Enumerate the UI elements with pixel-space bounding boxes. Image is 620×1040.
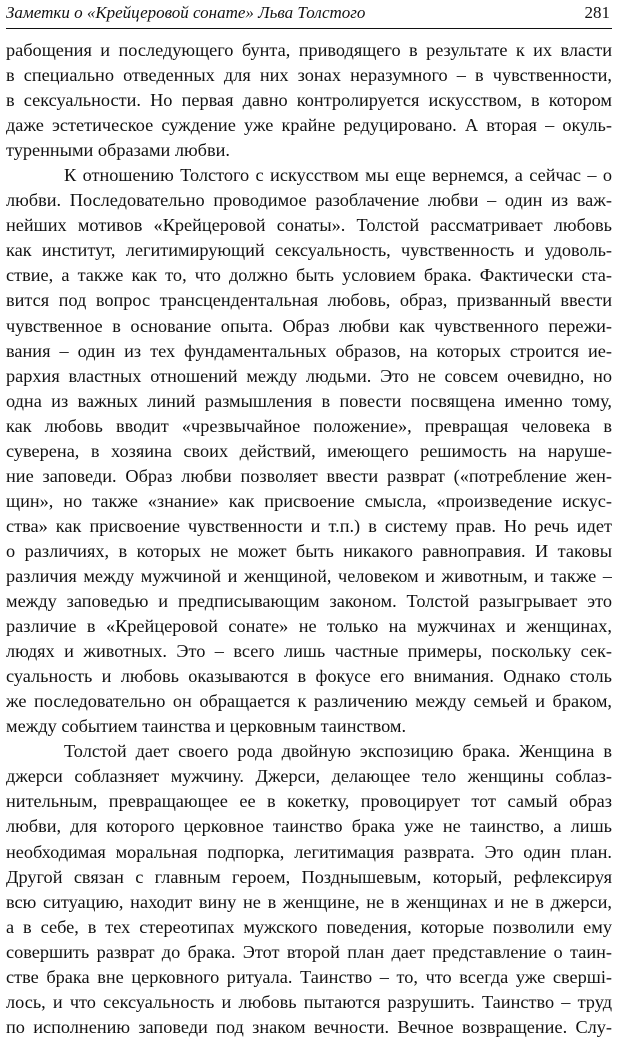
text-line: вания – один из тех фундаментальных образов, на которых строится ие-: [6, 340, 612, 361]
text-line: туренными образами любви.: [6, 140, 230, 161]
text-line: между событием таинства и церковным таинством.: [6, 716, 407, 737]
text-line: суальность и любовь оказываются в фокусе его внимания. Однако столь: [6, 666, 612, 687]
text-line: всю ситуацию, находит вину не в женщине, не в женщинах и не в джерси,: [6, 891, 612, 912]
text-line: различия между мужчиной и женщиной, человеком и животным, и также –: [6, 565, 612, 586]
text-line: даже эстетическое суждение уже крайне редуцировано. А вторая – окуль-: [6, 115, 612, 136]
page-number: 281: [584, 3, 610, 22]
text-line: ствие, а также как то, что должно быть условием брака. Фактически ста-: [6, 265, 612, 286]
text-line: лось, и что сексуальность и любовь пытаются разрушить. Таинство – труд: [6, 991, 612, 1012]
text-line: рабощения и последующего бунта, приводящего в результате к их власти: [6, 40, 612, 60]
text-line: различие в «Крейцеровой сонате» не только на мужчинах и женщинах,: [6, 616, 612, 637]
text-line: вится под вопрос трансцендентальная любовь, образ, призванный ввести: [6, 290, 612, 311]
text-line: между заповедью и предписывающим законом. Толстой разыгрывает это: [6, 591, 612, 612]
text-line: ние заповеди. Образ любви позволяет ввести разврат («потребление жен-: [6, 465, 612, 486]
text-line: суверена, в хозяина своих действий, имеющего решимость на наруше-: [6, 440, 612, 461]
text-line: в специально отведенных для них зонах неразумного – в чувственности,: [6, 65, 612, 86]
paragraph: [6, 163, 612, 739]
text-line: рархия властных отношений между людьми. Это не совсем очевидно, но: [6, 365, 612, 386]
text-line: нительным, превращающее ее в кокетку, провоцирует тот самый образ: [6, 791, 612, 812]
text-line: ства» как присвоение чувственности и т.п.) в систему прав. Но речь идет: [6, 515, 612, 536]
body-text: [6, 38, 612, 1040]
text-line: по исполнению заповеди под знаком вечности. Вечное возвращение. Слу-: [6, 1016, 612, 1037]
text-line: совершить разврат до брака. Этот второй план дает представление о таин-: [6, 941, 612, 962]
text-line: Толстой дает своего рода двойную экспозицию брака. Женщина в: [64, 741, 612, 762]
text-line: щин», но также «знание» как присвоение смысла, «произведение искус-: [6, 490, 612, 511]
text-line: джерси соблазняет мужчину. Джерси, делающее тело женщины соблаз-: [6, 766, 612, 787]
text-line: любви, для которого церковное таинство брака уже не таинство, а лишь: [6, 816, 612, 837]
running-title: Заметки о «Крейцеровой сонате» Льва Толстого: [6, 3, 366, 22]
text-line: К отношению Толстого с искусством мы еще вернемся, а сейчас – о: [64, 165, 612, 186]
text-line: Другой связан с главным героем, Позднышевым, который, рефлексируя: [6, 866, 612, 887]
text-line: необходимая моральная подпорка, легитимация разврата. Это один план.: [6, 841, 612, 862]
text-line: одна из важных линий размышления в повести посвящена именно тому,: [6, 390, 612, 411]
text-line: чувственное в основание опыта. Образ любви как чувственного пережи-: [6, 315, 612, 336]
text-line: нейших мотивов «Крейцеровой сонаты». Толстой рассматривает любовь: [6, 215, 612, 236]
text-line: о различиях, в которых не может быть никакого равноправия. И таковы: [6, 540, 612, 561]
text-line: людях и животных. Это – всего лишь частные примеры, поскольку сек-: [6, 641, 612, 662]
text-line: же последовательно он обращается к различению между семьей и браком,: [6, 691, 612, 712]
text-line: как любовь вводит «чрезвычайное положение», превращая человека в: [6, 415, 612, 436]
text-line: в сексуальности. Но первая давно контролируется искусством, в котором: [6, 90, 612, 111]
paragraph: [6, 739, 612, 1040]
text-line: стве брака вне церковного ритуала. Таинство – то, что всегда уже свершi-: [6, 966, 612, 987]
text-line: а в себе, в тех стереотипах мужского поведения, которые позволили ему: [6, 916, 612, 937]
paragraph: [6, 38, 612, 163]
text-line: любви. Последовательно проводимое разоблачение любви – один из важ-: [6, 190, 612, 211]
running-header: [6, 2, 612, 29]
text-line: как институт, легитимирующий сексуальность, чувственность и удоволь-: [6, 240, 612, 261]
